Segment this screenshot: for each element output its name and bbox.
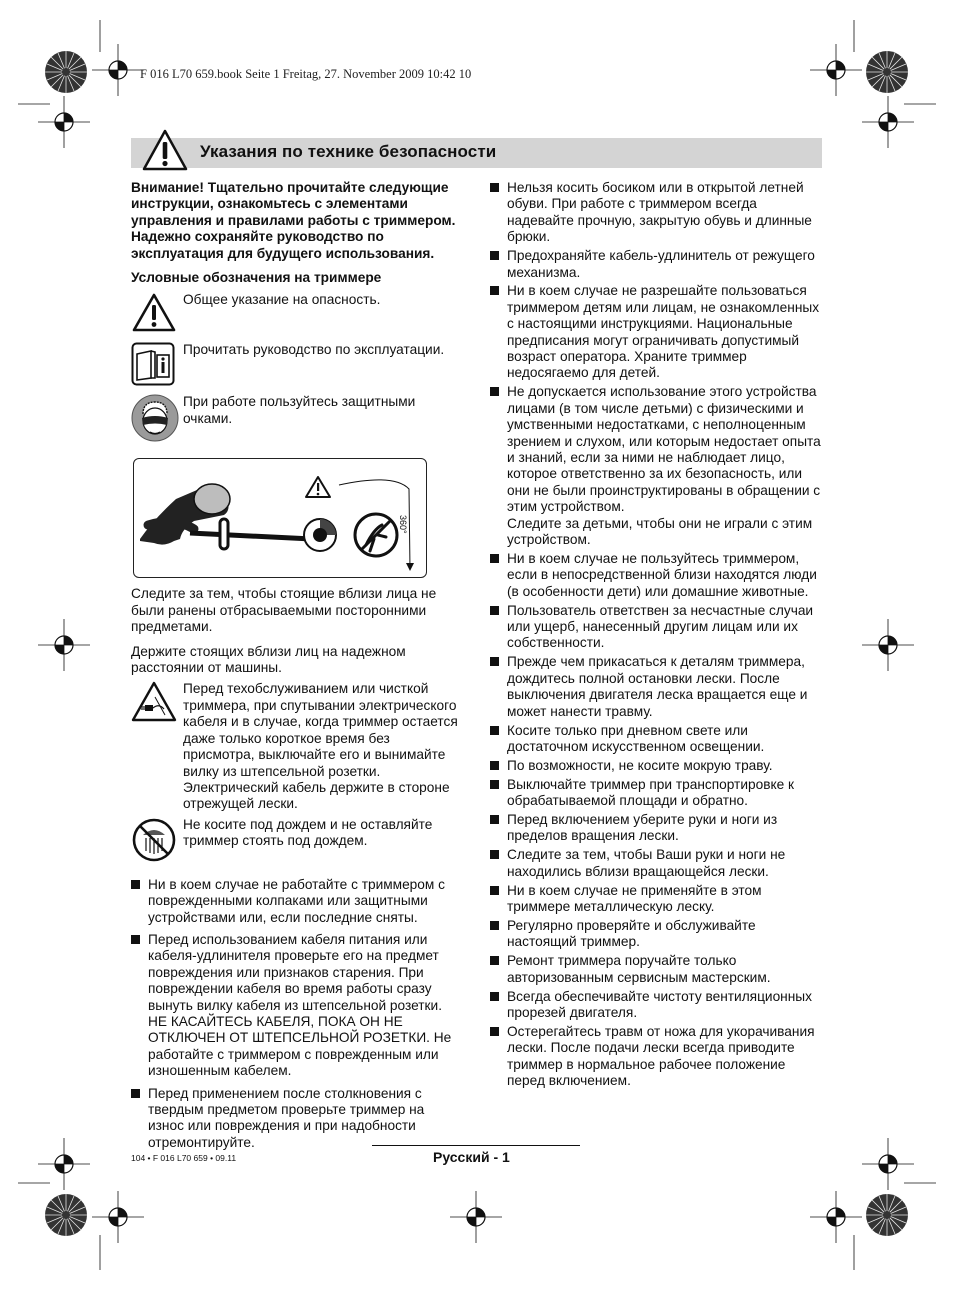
symbol-item	[131, 817, 463, 863]
warning-triangle-icon	[141, 128, 189, 172]
symbol-text: Не косите под дождем и не оставляйте триммер стоять под дождем.	[183, 816, 433, 849]
safety-goggles-icon	[131, 394, 179, 442]
bullet-icon	[490, 286, 499, 295]
symbol-text: При работе пользуйтесь защитными очками.	[183, 394, 416, 426]
list-item: По возможности, не косите мокрую траву.	[490, 758, 823, 774]
list-item: Выключайте триммер при транспортировке к обрабатываемой площади и обратно.	[490, 777, 823, 810]
list-item: Следите за тем, чтобы Ваши руки и ноги не находились вблизи вращающейся лески.	[490, 847, 823, 880]
list-item: Перед использованием кабеля питания или кабеля-удлинителя проверьте его на предмет повреждения или признаков старения. При повреждении кабеля во время работы сразу вынуть вилку кабеля из штепсельной розетки. НЕ КАСАЙТЕСЬ КАБЕЛЯ, ПОКА ОН НЕ ОТКЛЮЧЕН ОТ ШТЕПСЕЛЬНОЙ РОЗЕТКИ. Не работайте с триммером с поврежденным или изношенным кабелем.	[131, 932, 463, 1080]
list-item: Не допускается использование этого устройства лицами (в том числе детьми) с физическими и умственными недостатками, с неполноценным зрением и слухом, или которым недостает опыта и знаний, если за ними не наблюдает лицо, которое ответственно за их безопасность, или они не были проинструктированы в обращении с этим устройством. Следите за детьми, чтобы они не играли с этим устройством.	[490, 384, 823, 548]
symbol-item	[131, 342, 463, 388]
list-item: Остерегайтесь травм от ножа для укорачивания лески. После подачи лески всегда приводите триммер в нормальное рабочее положение перед включением.	[490, 1024, 823, 1090]
bullet-icon	[490, 956, 499, 965]
list-item: Регулярно проверяйте и обслуживайте настоящий триммер.	[490, 918, 823, 951]
trimmer-illustration	[134, 459, 426, 577]
bystanders-warning-1: Следите за тем, чтобы стоящие вблизи лица не были ранены отбрасываемыми посторонними предметами.	[131, 586, 437, 635]
list-item: Пользователь ответствен за несчастные случаи или ущерб, нанесенный другим лицам или их собственности.	[490, 603, 823, 652]
intro-warning: Внимание! Тщательно прочитайте следующие инструкции, ознакомьтесь с элементами управления и правилами работы с триммером. Надежно сохраняйте руководство по эксплуатация для будущего использования.	[131, 180, 456, 261]
bullet-icon	[490, 251, 499, 260]
bullet-icon	[490, 387, 499, 396]
bullet-icon	[131, 880, 140, 889]
bullet-icon	[490, 1027, 499, 1036]
no-rain-icon	[131, 817, 177, 863]
bullet-icon	[490, 657, 499, 666]
footer-divider	[372, 1145, 580, 1146]
read-manual-icon	[131, 342, 175, 386]
page-title: Указания по технике безопасности	[200, 142, 497, 161]
symbol-item	[131, 292, 463, 338]
right-column	[490, 180, 823, 1092]
bullet-icon	[490, 815, 499, 824]
list-item: Ни в коем случае не разрешайте пользоваться триммером детям или лицам, не ознакомленных с настоящими инструкциями. Национальные предписания могут ограничивать допустимый возраст оператора. Храните триммер недосягаемо для детей.	[490, 283, 823, 381]
list-item: Ни в коем случае не работайте с триммером с поврежденными колпаками или защитными устройствами или, если последние сняты.	[131, 877, 463, 926]
bullet-icon	[131, 935, 140, 944]
symbol-text: Прочитать руководство по эксплуатации.	[183, 342, 445, 358]
symbol-text: Перед техобслуживанием или чисткой триммера, при спутывании электрического кабеля и в случае, когда триммер остается даже только короткое время без присмотра, выключайте его и вынимайте вилку из штепсельной розетки. Электрический кабель держите в стороне отрежущей лески.	[183, 681, 458, 812]
page-number: Русский - 1	[433, 1149, 510, 1165]
left-column	[131, 180, 463, 1154]
bullet-icon	[490, 183, 499, 192]
bystanders-warning-2: Держите стоящих вблизи лиц на надежном расстоянии от машины.	[131, 643, 406, 676]
symbols-heading: Условные обозначения на триммере	[131, 270, 382, 286]
bullet-icon	[490, 761, 499, 770]
list-item: Нельзя косить босиком или в открытой летней обуви. При работе с триммером всегда надевайте прочную, закрытую обувь и длинные брюки.	[490, 180, 823, 246]
list-item: Перед включением уберите руки и ноги из пределов вращения лески.	[490, 812, 823, 845]
rotation-label: 360°	[398, 515, 408, 535]
list-item: Перед применением после столкновения с твердым предметом проверьте триммер на износ или повреждения и при надобности отремонтируйте.	[131, 1086, 463, 1152]
unplug-warning-icon	[131, 681, 177, 723]
list-item: Прежде чем прикасаться к деталям триммера, дождитесь полной остановки лески. После выключения двигателя леска вращается еще и может нанести травму.	[490, 654, 823, 720]
print-header: F 016 L70 659.book Seite 1 Freitag, 27. November 2009 10:42 10	[140, 67, 472, 81]
list-item: Ремонт триммера поручайте только авторизованным сервисным мастерским.	[490, 953, 823, 986]
bullet-icon	[490, 726, 499, 735]
warning-triangle-icon	[131, 292, 177, 334]
list-item: Косите только при дневном свете или достаточном искусственном освещении.	[490, 723, 823, 756]
bullet-icon	[490, 606, 499, 615]
list-item: Предохраняйте кабель-удлинитель от режущего механизма.	[490, 248, 823, 281]
bullet-icon	[490, 554, 499, 563]
bullet-icon	[490, 850, 499, 859]
list-item: Ни в коем случае не применяйте в этом триммере металлическую леску.	[490, 883, 823, 916]
trimmer-operation-figure	[133, 458, 427, 578]
bullet-icon	[490, 886, 499, 895]
symbol-text: Общее указание на опасность.	[183, 292, 381, 308]
symbol-item	[131, 681, 463, 812]
bullet-icon	[131, 1089, 140, 1098]
list-item: Всегда обеспечивайте чистоту вентиляционных прорезей двигателя.	[490, 989, 823, 1022]
bullet-icon	[490, 780, 499, 789]
symbol-item	[131, 394, 463, 440]
bullet-icon	[490, 921, 499, 930]
bullet-icon	[490, 992, 499, 1001]
list-item: Ни в коем случае не пользуйтесь триммером, если в непосредственной близи находятся люди (в особенности дети) или домашние животные.	[490, 551, 823, 600]
footer-code: 104 • F 016 L70 659 • 09.11	[131, 1153, 237, 1163]
